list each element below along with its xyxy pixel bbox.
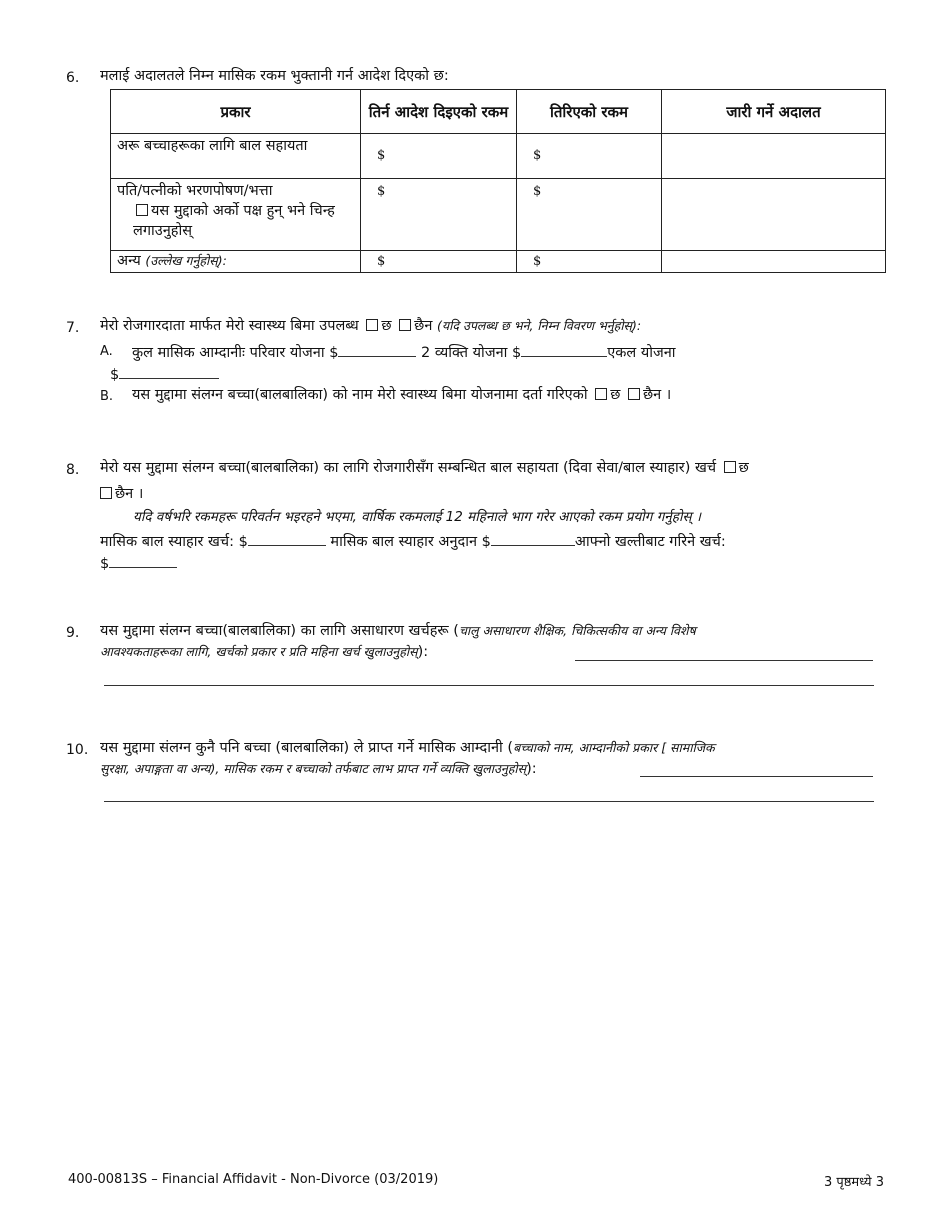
expenses-input-line-2[interactable]	[104, 685, 874, 686]
table-row	[111, 179, 886, 251]
table-row	[111, 134, 886, 179]
childcare-yes-checkbox[interactable]	[724, 461, 736, 473]
family-plan-input[interactable]	[338, 341, 416, 357]
footer-page-number: 3 पृष्ठमध्ये 3	[823, 1175, 884, 1190]
section-7-question: मेरो रोजगारदाता मार्फत मेरो स्वास्थ्य बिमा उपलब्ध छ छैन (यदि उपलब्ध छ भने, निम्न विवरण भर्नुहोस्):	[100, 318, 642, 334]
table-header-row	[111, 90, 886, 134]
header-issuing-court: जारी गर्ने अदालत	[662, 90, 886, 134]
single-plan-input[interactable]	[119, 363, 219, 379]
item-7b-letter: B.	[100, 389, 114, 404]
care-cost-input[interactable]	[248, 530, 326, 546]
item-7a-single-amount: $	[110, 363, 219, 385]
other-party-checkbox[interactable]	[136, 204, 148, 216]
insurance-no-checkbox[interactable]	[399, 319, 411, 331]
header-ordered-amount: तिर्न आदेश दिइएको रकम	[361, 90, 517, 134]
section-6-number: 6.	[66, 70, 80, 86]
section-10-number: 10.	[66, 742, 89, 758]
section-10-hint: बच्चाको नाम, आम्दानीको प्रकार [ सामाजिक	[513, 740, 715, 755]
section-9-hint-cont: आवश्यकताहरूका लागि, खर्चको प्रकार र प्रति महिना खर्च खुलाउनुहोस्	[100, 644, 418, 659]
row-other-label: अन्य	[117, 253, 141, 269]
section-8-number: 8.	[66, 462, 80, 478]
cell-ordered[interactable]	[361, 251, 517, 273]
row-spousal-support-label: पति/पत्नीको भरणपोषण/भत्ता	[117, 183, 273, 199]
section-6-intro: मलाई अदालतले निम्न मासिक रकम भुक्तानी गर्न आदेश दिएको छ:	[100, 68, 449, 84]
section-9-number: 9.	[66, 625, 80, 641]
enrolled-yes-checkbox[interactable]	[595, 388, 607, 400]
dollar-sign: $	[377, 254, 386, 269]
cell-paid[interactable]	[517, 251, 662, 273]
item-7a-letter: A.	[100, 344, 113, 359]
insurance-yes-checkbox[interactable]	[366, 319, 378, 331]
dollar-sign: $	[533, 184, 542, 199]
section-8-question-cont: छैन ।	[100, 484, 143, 504]
footer-form-id: 400-00813S – Financial Affidavit - Non-Divorce (03/2019)	[68, 1172, 439, 1187]
other-party-check-label: यस मुद्दाको अर्को पक्ष हुन् भने चिन्ह लगाउनुहोस्	[133, 203, 335, 239]
item-7a: कुल मासिक आम्दानीः परिवार योजना $ 2 व्यक्ति योजना $ एकल योजना	[132, 341, 676, 363]
row-child-support-label: अरू बच्चाहरूका लागि बाल सहायता	[111, 134, 361, 179]
section-8-question: मेरो यस मुद्दामा संलग्न बच्चा(बालबालिका) का लागि रोजगारीसँग सम्बन्धित बाल सहायता (दिवा सेवा/बाल स्याहार) खर्च छ	[100, 460, 749, 476]
section-10-question: यस मुद्दामा संलग्न कुनै पनि बच्चा (बालबालिका) ले प्राप्त गर्ने मासिक आम्दानी (बच्चाको नाम, आम्दानीको प्रकार [ सामाजिक	[100, 740, 715, 756]
header-type: प्रकार	[111, 90, 361, 134]
cell-court[interactable]	[662, 179, 886, 251]
item-7b: यस मुद्दामा संलग्न बच्चा(बालबालिका) को नाम मेरो स्वास्थ्य बिमा योजनामा दर्ता गरिएको छ छैन ।	[132, 387, 672, 403]
expenses-input-line-1[interactable]	[575, 660, 873, 661]
payments-table	[110, 89, 886, 273]
section-7-number: 7.	[66, 320, 80, 336]
header-paid-amount: तिरिएको रकम	[517, 90, 662, 134]
own-pocket-input[interactable]	[109, 552, 177, 568]
dollar-sign: $	[377, 184, 386, 199]
section-10-hint-cont: सुरक्षा, अपाङ्गता वा अन्य), मासिक रकम र बच्चाको तर्फबाट लाभ प्राप्त गर्ने व्यक्ति खुलाउनुहोस्	[100, 761, 527, 776]
table-row	[111, 251, 886, 273]
child-income-input-line-2[interactable]	[104, 801, 874, 802]
section-9-question-cont: आवश्यकताहरूका लागि, खर्चको प्रकार र प्रति महिना खर्च खुलाउनुहोस्):	[100, 644, 429, 660]
section-8-amounts: मासिक बाल स्याहार खर्च: $ मासिक बाल स्याहार अनुदान $ आफ्नो खल्तीबाट गरिने खर्च:	[100, 530, 726, 552]
section-9-hint: चालु असाधारण शैक्षिक, चिकित्सकीय वा अन्य विशेष	[458, 623, 696, 638]
childcare-no-checkbox[interactable]	[100, 487, 112, 499]
cell-court[interactable]	[662, 134, 886, 179]
enrolled-no-checkbox[interactable]	[628, 388, 640, 400]
section-9-question: यस मुद्दामा संलग्न बच्चा(बालबालिका) का लागि असाधारण खर्चहरू (चालु असाधारण शैक्षिक, चिकित्सकीय वा अन्य विशेष	[100, 623, 696, 639]
section-7-hint: (यदि उपलब्ध छ भने, निम्न विवरण भर्नुहोस्):	[437, 318, 642, 333]
dollar-sign: $	[533, 254, 542, 269]
subsidy-input[interactable]	[491, 530, 575, 546]
child-income-input-line-1[interactable]	[640, 776, 873, 777]
cell-paid[interactable]	[517, 134, 662, 179]
cell-ordered[interactable]	[361, 134, 517, 179]
two-person-plan-input[interactable]	[521, 341, 607, 357]
section-8-note: यदि वर्षभरि रकमहरू परिवर्तन भइरहने भएमा, वार्षिक रकमलाई 12 महिनाले भाग गरेर आएको रकम प्रयोग गर्नुहोस् ।	[133, 509, 701, 525]
section-10-question-cont: सुरक्षा, अपाङ्गता वा अन्य), मासिक रकम र बच्चाको तर्फबाट लाभ प्राप्त गर्ने व्यक्ति खुलाउनुहोस्):	[100, 761, 537, 777]
cell-paid[interactable]	[517, 179, 662, 251]
section-8-own-amount: $	[100, 552, 177, 574]
cell-court[interactable]	[662, 251, 886, 273]
dollar-sign: $	[533, 148, 542, 163]
cell-ordered[interactable]	[361, 179, 517, 251]
row-other-hint: (उल्लेख गर्नुहोस्):	[145, 253, 227, 268]
dollar-sign: $	[377, 148, 386, 163]
